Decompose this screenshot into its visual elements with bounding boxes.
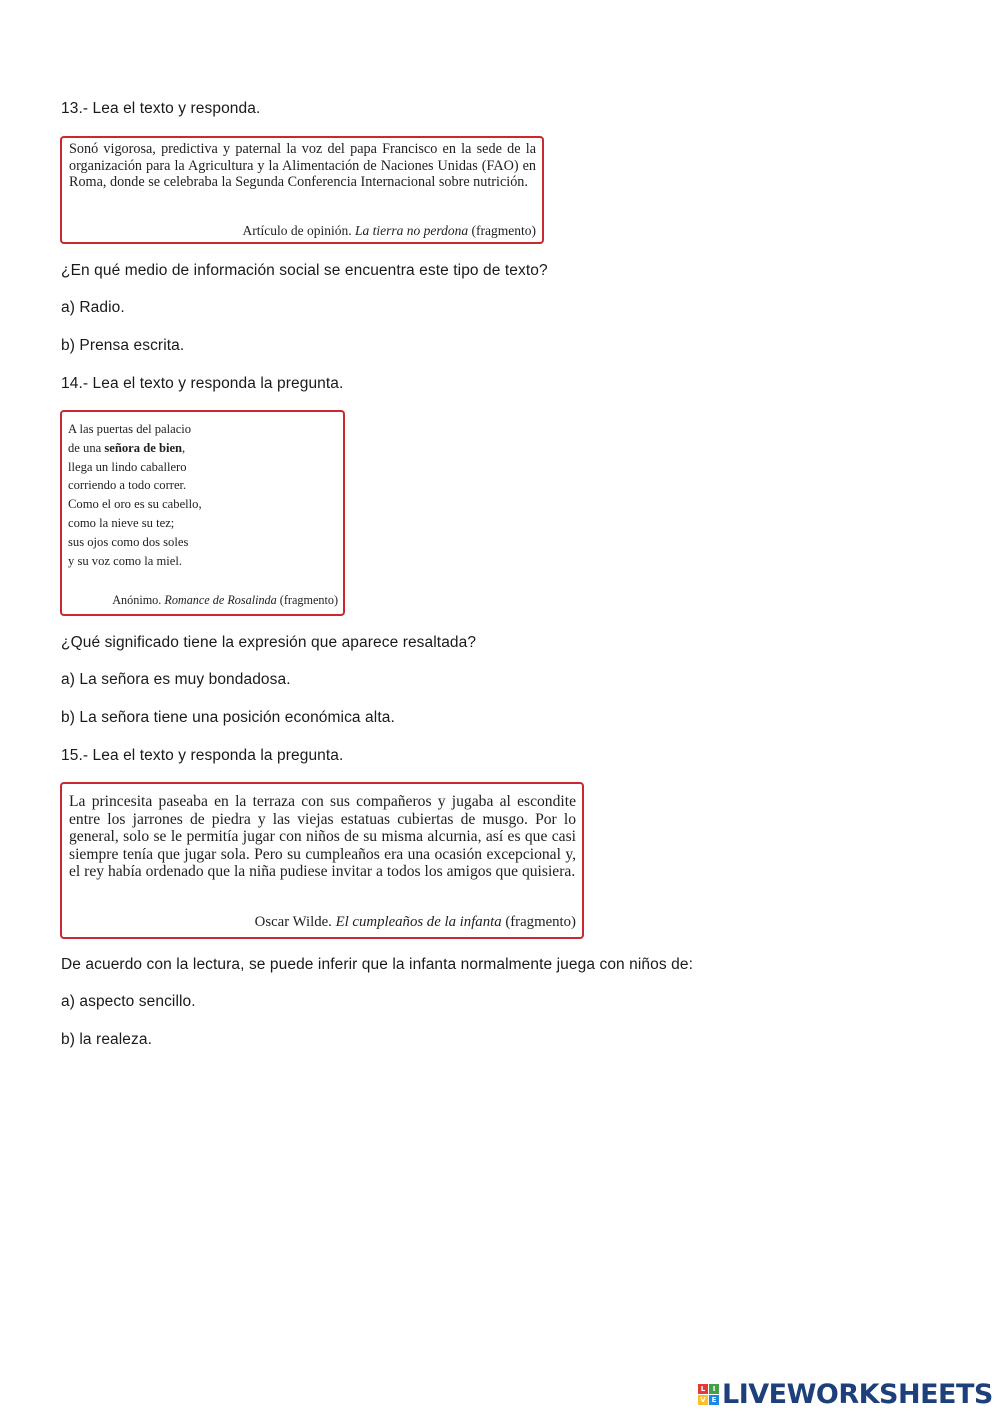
source-prefix-13: Artículo de opinión. xyxy=(242,222,356,238)
question-13-option-b[interactable]: b) Prensa escrita. xyxy=(61,337,185,354)
poem-line-2-post: , xyxy=(182,440,186,455)
question-15-option-a[interactable]: a) aspecto sencillo. xyxy=(61,993,196,1010)
question-13-option-a[interactable]: a) Radio. xyxy=(61,299,125,316)
poem-line-5: Como el oro es su cabello, xyxy=(68,497,202,512)
logo-letter-l: L xyxy=(698,1384,708,1394)
source-prefix-15: Oscar Wilde. xyxy=(254,914,336,931)
poem-line-2 xyxy=(68,439,337,458)
source-suffix-13: (fragmento) xyxy=(468,222,536,238)
excerpt-text-15: La princesita paseaba en la terraza con sus compañeros y jugaba al escondite entre los jarrones de piedra y las viejas estatuas cubiertas de musgo. Por lo general, solo se le permitía jugar con niños de su misma alcurnia, así es que casi siempre tenía que jugar sola. Pero su cumpleaños era una ocasión excepcional y, el rey había ordenado que la niña pudiese invitar a todos los amigos que quisiera. xyxy=(69,793,576,881)
excerpt-box-14 xyxy=(60,410,345,616)
poem-line-6: como la nieve su tez; xyxy=(68,515,175,530)
question-13-prompt: ¿En qué medio de información social se encuentra este tipo de texto? xyxy=(61,262,548,279)
logo-letter-i: I xyxy=(709,1384,719,1394)
source-title-15: El cumpleaños de la infanta xyxy=(335,914,502,931)
question-14-option-b[interactable]: b) La señora tiene una posición económica alta. xyxy=(61,709,395,726)
source-title-13: La tierra no perdona xyxy=(355,222,469,238)
question-15-title: 15.- Lea el texto y responda la pregunta. xyxy=(61,747,344,764)
source-prefix-14: Anónimo. xyxy=(112,593,165,608)
poem-line-7: sus ojos como dos soles xyxy=(68,534,189,549)
excerpt-source-14 xyxy=(112,591,338,610)
question-15-prompt: De acuerdo con la lectura, se puede inferir que la infanta normalmente juega con niños de: xyxy=(61,956,693,973)
excerpt-text-13: Sonó vigorosa, predictiva y paternal la voz del papa Francisco en la sede de la organización para la Agricultura y la Alimentación de Naciones Unidas (FAO) en Roma, donde se celebraba la Segunda Conferencia Internacional sobre nutrición. xyxy=(69,141,536,190)
source-title-14: Romance de Rosalinda xyxy=(164,593,277,608)
logo-letter-v: V xyxy=(698,1395,708,1405)
liveworksheets-logo[interactable] xyxy=(698,1378,993,1410)
excerpt-source-15 xyxy=(255,914,576,932)
highlighted-expression: señora de bien xyxy=(104,440,183,455)
question-15-option-b[interactable]: b) la realeza. xyxy=(61,1031,153,1048)
poem-line-4: corriendo a todo correr. xyxy=(68,478,187,493)
question-14-title: 14.- Lea el texto y responda la pregunta. xyxy=(61,375,344,392)
logo-mark-icon xyxy=(698,1384,719,1405)
excerpt-box-15 xyxy=(60,782,584,939)
question-14-prompt: ¿Qué significado tiene la expresión que aparece resaltada? xyxy=(61,634,477,651)
excerpt-box-13 xyxy=(60,136,544,244)
poem-line-8: y su voz como la miel. xyxy=(68,553,183,568)
source-suffix-14: (fragmento) xyxy=(276,593,338,608)
poem-line-1: A las puertas del palacio xyxy=(68,422,192,436)
poem-line-3: llega un lindo caballero xyxy=(68,459,187,474)
poem-line-2-pre: de una xyxy=(68,440,105,455)
question-14-option-a[interactable]: a) La señora es muy bondadosa. xyxy=(61,671,291,688)
source-suffix-15: (fragmento) xyxy=(501,914,576,931)
logo-text: LIVEWORKSHEETS xyxy=(722,1378,993,1410)
logo-letter-e: E xyxy=(709,1395,719,1405)
excerpt-source-13 xyxy=(243,223,536,240)
question-13-title: 13.- Lea el texto y responda. xyxy=(61,100,261,117)
